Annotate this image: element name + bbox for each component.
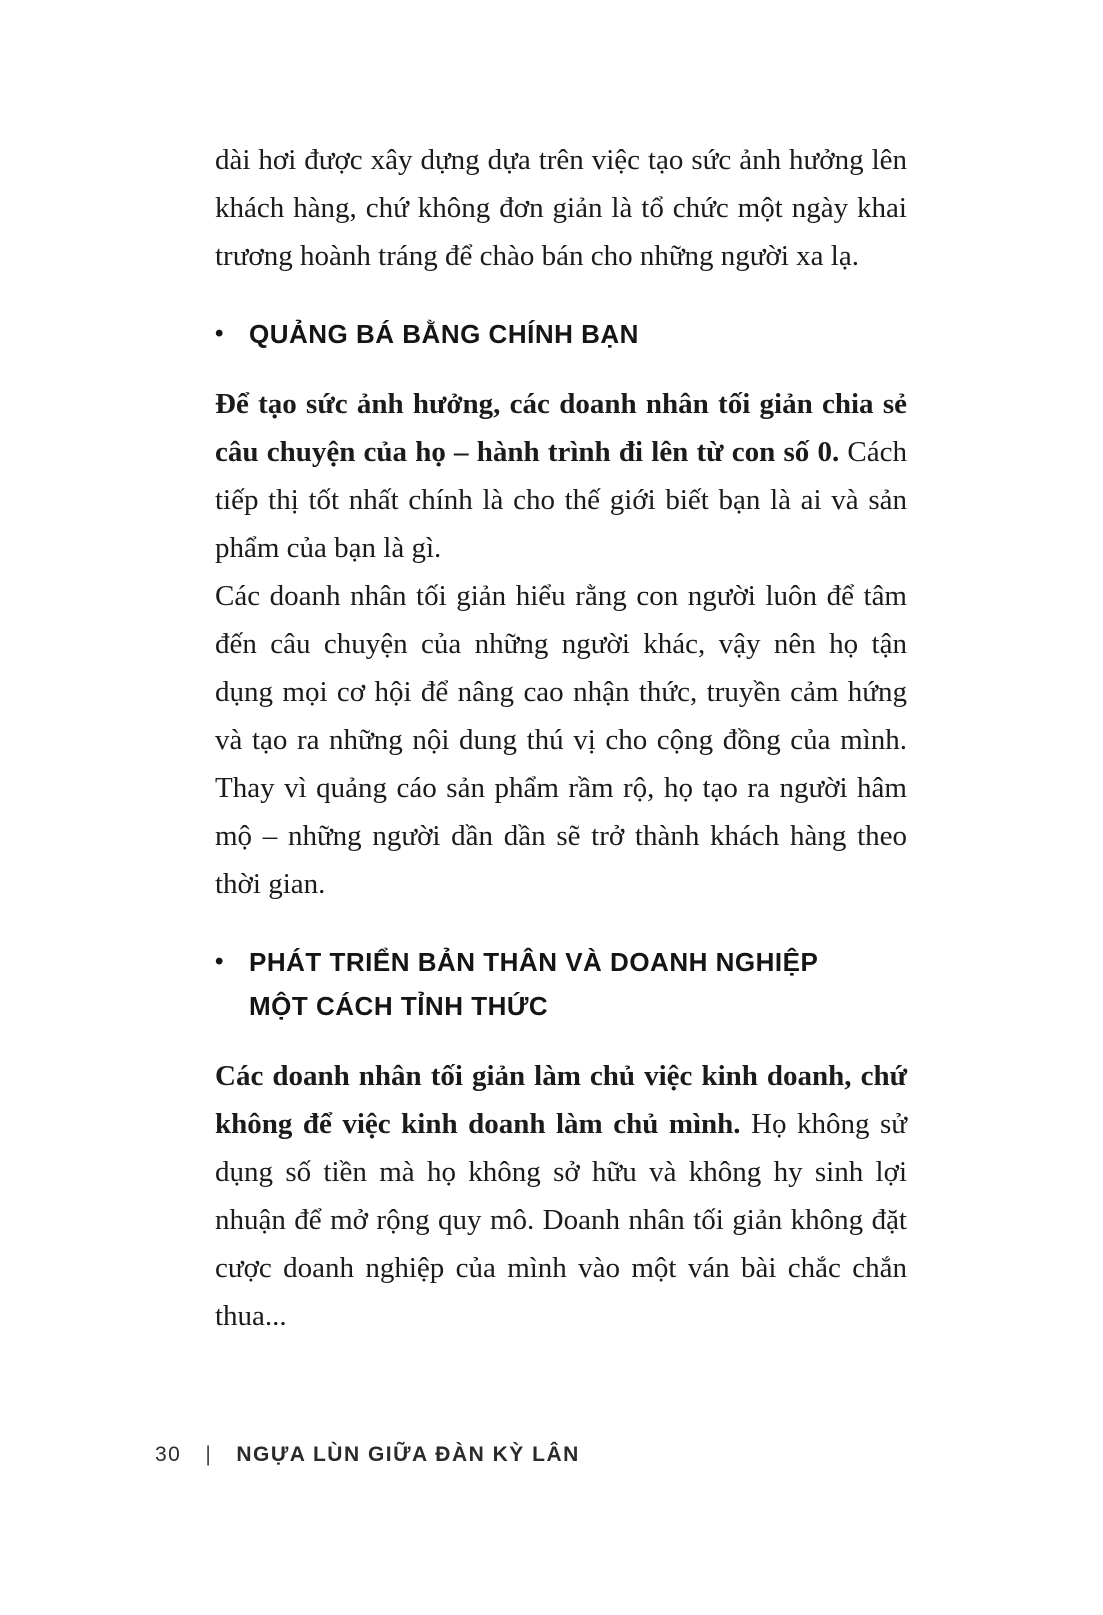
section-heading-promote-yourself [215,312,907,356]
bullet-icon: • [215,948,224,975]
page-content [215,136,907,1340]
paragraph-body-text: Họ không sử dụng số tiền mà họ không sở hữu và không hy sinh lợi nhuận để mở rộng quy mô. Doanh nhân tối giản không đặt cược doanh nghiệp của mình vào một ván bài chắc chắn thua... [215,1108,907,1332]
heading-text: QUẢNG BÁ BẰNG CHÍNH BẠN [249,319,639,349]
heading-lines [249,312,907,356]
paragraph-influence [215,380,907,572]
footer-separator: | [205,1443,213,1466]
heading-text-line1: PHÁT TRIỂN BẢN THÂN VÀ DOANH NGHIỆP [249,947,819,977]
footer-book-title: NGỰA LÙN GIỮA ĐÀN KỲ LÂN [236,1443,580,1466]
paragraph-body-text: Cách tiếp thị tốt nhất chính là cho thế giới biết bạn là ai và sản phẩm của bạn là gì. [215,436,907,564]
section-heading-mindful-growth [215,940,907,1028]
heading-lines [249,940,907,1028]
paragraph-intro-continuation: dài hơi được xây dựng dựa trên việc tạo sức ảnh hưởng lên khách hàng, chứ không đơn giản là tổ chức một ngày khai trương hoành tráng để chào bán cho những người xa lạ. [215,144,907,272]
heading-text-line2: MỘT CÁCH TỈNH THỨC [249,991,549,1021]
paragraph-lead-bold: Để tạo sức ảnh hưởng, các doanh nhân tối giản chia sẻ câu chuyện của họ – hành trình đi lên từ con số 0. [215,388,907,468]
paragraph-ownership [215,1052,907,1340]
page-number: 30 [155,1443,182,1466]
paragraph-lead-bold: Các doanh nhân tối giản làm chủ việc kinh doanh, chứ không để việc kinh doanh làm chủ mình. [215,1060,907,1140]
page-footer [155,1443,580,1467]
bullet-icon: • [215,320,224,347]
paragraph-storytelling: Các doanh nhân tối giản hiểu rằng con người luôn để tâm đến câu chuyện của những người khác, vậy nên họ tận dụng mọi cơ hội để nâng cao nhận thức, truyền cảm hứng và tạo ra những nội dung thú vị cho cộng đồng của mình. Thay vì quảng cáo sản phẩm rầm rộ, họ tạo ra người hâm mộ – những người dần dần sẽ trở thành khách hàng theo thời gian. [215,580,907,900]
